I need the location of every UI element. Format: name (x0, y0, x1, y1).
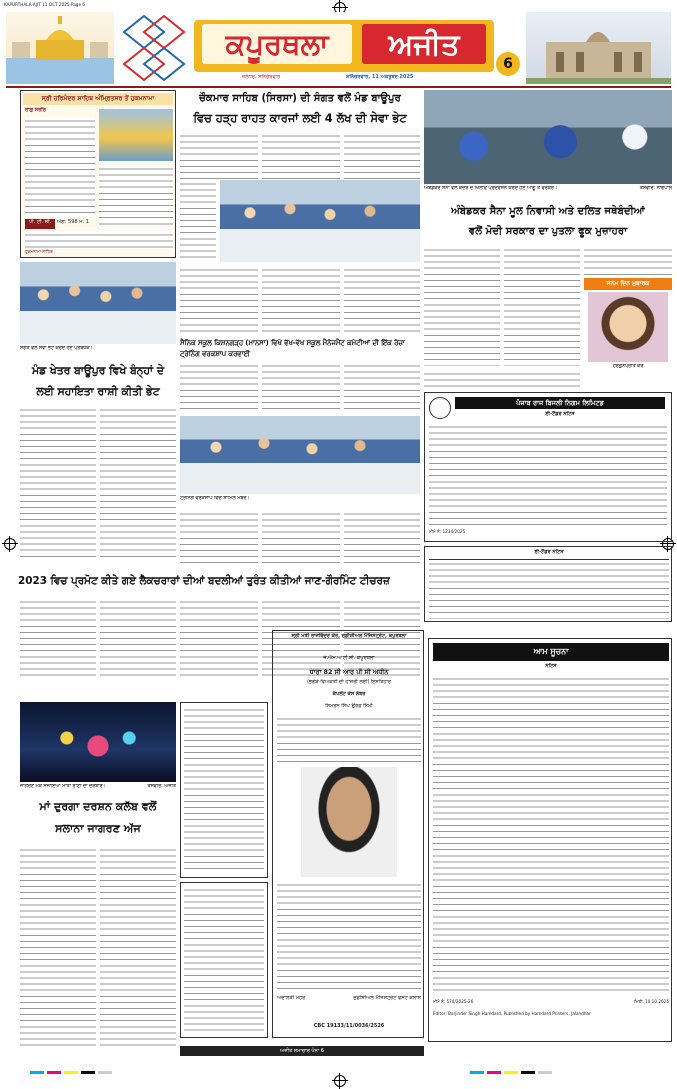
masthead-paper-title: ਅਜੀਤ (362, 24, 486, 64)
court-name: ਸ੍ਰੀ ਮਤੀ ਰਾਜਵਿੰਦਰ ਕੌਰ, ਜੁਡੀਸ਼ੀਅਲ ਮੈਜਿਸਟ੍ਰੇਟ, ਕਪੂਰਥਲਾ (291, 633, 407, 639)
public-notice-box (428, 638, 672, 1042)
grey-swatch (98, 1071, 112, 1075)
mand-photo-caption: ਸੰਗਤ ਵਲੋਂ ਸੇਵਾ ਭੇਟ ਕਰਦੇ ਹੋਏ ਪ੍ਰਬੰਧਕ। (20, 346, 93, 351)
court-section: ਧਾਰਾ 82 ਸੀ ਆਰ ਪੀ ਸੀ ਅਧੀਨ (309, 668, 389, 676)
lecturer-body-col3 (180, 598, 258, 680)
pspcl-logo-icon (429, 397, 451, 419)
court-title: ਕੰਪਲੇਂਟ ਕੇਸ ਨੰਬਰ (332, 691, 366, 697)
hukamnama-header: ਸ੍ਰੀ ਹਰਿਮੰਦਰ ਸਾਹਿਬ ਅੰਮ੍ਰਿਤਸਰ ਤੋਂ ਹੁਕਮਨਾਮਾ (23, 93, 173, 105)
hukamnama-text (25, 117, 95, 217)
cyan-swatch (30, 1071, 44, 1075)
masthead-banner (194, 20, 494, 72)
mand-body-col2 (100, 406, 176, 558)
lecturer-body-col1 (20, 598, 96, 680)
school-headline: ਸੈਨਿਕ ਸਕੂਲ ਕਿਸ਼ਨਗੜ੍ਹ (ਮਾਨਸਾ) ਵਿਖੇ ਵੱਖ-ਵੱਖ ਸਕੂਲ ਮੈਨੇਜਮੈਂਟ ਕਮੇਟੀਆਂ ਦੀ ਇੱਕ ਰੋਜ਼ਾ ਟ੍ਰੇਨਿੰਗ ਵਰਕਸ਼ਾਪ ਕਰਵਾਈ (180, 339, 405, 358)
court-signature-2: ਜੁਡੀਸ਼ੀਅਲ ਮੈਜਿਸਟ੍ਰੇਟ ਫਸਟ ਕਲਾਸ (353, 995, 421, 1001)
bottom-strip: ਅਜੀਤ ਸਮਾਚਾਰ ਪੰਨਾ 6 (180, 1046, 424, 1056)
school-body-col2 (262, 362, 340, 414)
court-signature-1: ਅਦਾਲਤੀ ਮੋਹਰ (277, 995, 306, 1001)
tender-notice-small-2 (180, 882, 268, 1038)
mand-body-col1 (20, 406, 96, 558)
golden-temple-icon (6, 12, 114, 84)
masthead-rule (6, 86, 671, 88)
sangat-body-col6 (344, 266, 420, 336)
yellow-swatch (504, 1071, 518, 1075)
tender-body (429, 423, 667, 527)
page-number-badge: 6 (496, 52, 520, 76)
lecturer-headline: 2023 ਵਿਚ ਪ੍ਰਮੋਟ ਕੀਤੇ ਗਏ ਲੈਕਚਰਾਰਾਂ ਦੀਆਂ ਬਦਲੀਆਂ ਤੁਰੰਤ ਕੀਤੀਆਂ ਜਾਣ-ਗੌਰਮਿੰਟ ਟੀਚਰਜ਼ (18, 575, 390, 587)
accused-photo (301, 767, 397, 877)
court-accused-name: ਸਿਮਰਨ ਸਿੰਘ ਉਰਫ਼ ਸਿੰਮੀ (325, 703, 373, 709)
ornament-left (114, 12, 194, 84)
magenta-swatch (487, 1071, 501, 1075)
masthead-subtitle: ਜਲੰਧਰ, ਸ਼ਨਿਚਰਵਾਰ (242, 74, 281, 80)
legal-table-body (429, 559, 669, 619)
durga-photo-credit: ਤਸਵੀਰ: ਅਜੀਤ (147, 784, 176, 789)
sangat-body-col5 (262, 266, 340, 336)
school-photo-caption: ਟ੍ਰੇਨਿੰਗ ਵਰਕਸ਼ਾਪ ਵਿਚ ਸ਼ਾਮਿਲ ਮੈਂਬਰ। (180, 496, 250, 501)
birthday-label: ਜਨਮ ਦਿਨ ਮੁਬਾਰਕ (584, 278, 672, 290)
school-body-col1 (180, 362, 258, 414)
masthead-city-title: ਕਪੂਰਥਲਾ (202, 24, 352, 64)
sangat-headline-line1: ਚੌਕਮਾਰ ਸਾਹਿਬ (ਸਿਰਸਾ) ਦੀ ਸੰਗਤ ਵਲੋਂ ਮੰਡ ਬਾਊਪੁਰ (199, 93, 401, 104)
public-notice-header: ਆਮ ਸੂਚਨਾ (433, 643, 669, 661)
tender-subheader: ਈ-ਟੈਂਡਰ ਨੋਟਿਸ (545, 411, 575, 417)
hukamnama-box (20, 90, 176, 258)
birthday-caption: ਹਰਗੁਨਪ੍ਰੀਤ ਕੌਰ (612, 364, 644, 369)
tender-notice-small-2-body (184, 886, 264, 1034)
durga-headline-line1: ਮਾਂ ਦੁਰਗਾ ਦਰਸ਼ਨ ਕਲੱਬ ਵਲੋਂ (39, 800, 157, 813)
registration-mark-icon (334, 1075, 346, 1087)
sangat-photo (220, 180, 420, 262)
lecturer-body-col2 (100, 598, 176, 680)
tender-notice-small-1 (180, 702, 268, 878)
registration-mark-icon (4, 538, 16, 550)
sangat-body-col2 (262, 132, 340, 180)
golden-temple-illustration (6, 12, 114, 84)
hukamnama-byline: ਪੀ. ਟੀ. ਸੀ. (25, 219, 55, 229)
hukamnama-footer-text (25, 231, 173, 249)
color-bar-right (470, 1064, 640, 1074)
yellow-swatch (64, 1071, 78, 1075)
court-body-top (277, 715, 421, 763)
mand-photo (20, 262, 176, 344)
ambedkar-body-col1 (424, 246, 500, 366)
ambedkar-photo-caption: ਅੰਬੇਡਕਰ ਸੈਨਾ ਵਲੋਂ ਕੇਂਦਰ ਦੇ ਖਿਲਾਫ਼ ਪ੍ਰਦਰਸ਼ਨ ਕਰਦੇ ਹੋਏ ਆਗੂ ਤੇ ਵਰਕਰ। (424, 186, 558, 191)
sangat-body-col4 (180, 266, 258, 336)
ambedkar-body-col3 (584, 246, 672, 276)
hukamnama-meta: ਅੰਗ: 598 ਮ: 1 (57, 219, 89, 225)
color-bar-left (30, 1064, 200, 1074)
sangat-body-narrow (180, 180, 216, 262)
tender-header: ਪੰਜਾਬ ਰਾਜ ਬਿਜਲੀ ਨਿਗਮ ਲਿਮਿਟਡ (455, 397, 665, 409)
legal-table-header: ਈ-ਟੈਂਡਰ ਨੋਟਿਸ (534, 549, 564, 555)
masthead-date: ਸ਼ਨਿੱਚਰਵਾਰ, 11 ਅਕਤੂਬਰ 2025 (346, 74, 414, 80)
cyan-swatch (470, 1071, 484, 1075)
court-footer: CBC 19133/11/0036/2526 (313, 1023, 385, 1029)
ambedkar-body-tail (424, 370, 580, 388)
school-body-col3 (344, 362, 420, 414)
durga-body-col2 (100, 846, 176, 1046)
palace-building-icon (526, 12, 671, 84)
ambedkar-photo-credit: ਤਸਵੀਰ: ਨਾਗਪਾਲ (639, 186, 672, 191)
black-swatch (521, 1071, 535, 1075)
school-photo (180, 416, 420, 494)
tender-ref: ਮੀਮੋ ਨੰ: 1234/2025 (429, 529, 466, 534)
court-sub: (ਭਗੌੜੇ ਵਿਅਕਤੀ ਦੀ ਹਾਜ਼ਰੀ ਲਈ) ਇਸ਼ਤਿਹਾਰ (306, 679, 392, 685)
palace-illustration (526, 12, 671, 84)
mand-headline-line1: ਮੰਡ ਖੇਤਰ ਬਾਊਪੁਰ ਵਿਖੇ ਬੰਨ੍ਹਾਂ ਦੇ (31, 364, 165, 377)
tender-notice-box (424, 392, 672, 542)
black-swatch (81, 1071, 95, 1075)
sangat-body-col3 (344, 132, 420, 180)
court-notice-box (272, 630, 424, 1038)
tender-notice-small-1-body (184, 706, 264, 874)
public-notice-sub: ਨੋਟਿਸ (545, 663, 557, 669)
court-body-bottom (277, 881, 421, 991)
durga-body-col1 (20, 846, 96, 1046)
legal-table-notice (424, 546, 672, 622)
ambedkar-headline-line1: ਅੰਬੇਡਕਰ ਸੈਨਾ ਮੂਲ ਨਿਵਾਸੀ ਅਤੇ ਦਲਿਤ ਜਥੇਬੰਦੀਆਂ (451, 206, 645, 217)
birthday-photo (588, 292, 668, 362)
court-line-2: ਜੇ.ਐਮ.ਆਈ.ਸੀ. ਕਪੂਰਥਲਾ (323, 655, 375, 661)
print-slug: KAPURTHALA-AJIT 11 OCT 2025 Page 6 (4, 2, 86, 7)
school-body-col6 (344, 510, 420, 566)
public-notice-date: ਮਿਤੀ: 10.10.2025 (634, 999, 669, 1004)
masthead (6, 12, 671, 84)
magenta-swatch (47, 1071, 61, 1075)
grey-swatch (538, 1071, 552, 1075)
ambedkar-headline-line2: ਵਲੋਂ ਮੋਦੀ ਸਰਕਾਰ ਦਾ ਪੁਤਲਾ ਫੂਕ ਮੁਜ਼ਾਹਰਾ (468, 226, 628, 237)
public-notice-body (433, 675, 669, 995)
hukamnama-raag: ਰਾਗੁ ਸੋਰਠਿ (25, 107, 47, 113)
sangat-headline-line2: ਵਿਚ ਹੜ੍ਹ ਰਾਹਤ ਕਾਰਜਾਂ ਲਈ 4 ਲੱਖ ਦੀ ਸੇਵਾ ਭੇਟ (193, 111, 407, 125)
durga-photo-caption: ਜਾਗਰਣ ਮੌਕੇ ਸਜਾਇਆ ਮਾਤਾ ਰਾਣੀ ਦਾ ਦਰਬਾਰ। (20, 784, 106, 789)
mand-headline-line2: ਲਈ ਸਹਾਇਤਾ ਰਾਸ਼ੀ ਕੀਤੀ ਭੇਟ (36, 385, 160, 398)
school-body-col4 (180, 510, 258, 566)
ambedkar-body-col2 (504, 246, 580, 366)
imprint-line: Editor: Barjinder Singh Hamdard, Published by Hamdard Printers, Jalandhar (433, 1011, 591, 1016)
public-notice-ref: ਮੀਮੋ ਨੰ: 574/2025-26 (433, 999, 474, 1004)
sangat-body-col1 (180, 132, 258, 180)
durga-headline-line2: ਸਲਾਨਾ ਜਾਗਰਣ ਅੱਜ (55, 822, 141, 835)
ambedkar-protest-photo (424, 90, 672, 184)
hukamnama-footer: ਹੁਕਮਨਾਮਾ ਸਾਹਿਬ (25, 249, 53, 254)
golden-temple-photo (99, 109, 173, 161)
school-body-col5 (262, 510, 340, 566)
durga-darbar-photo (20, 702, 176, 782)
hukamnama-translation (99, 165, 173, 229)
